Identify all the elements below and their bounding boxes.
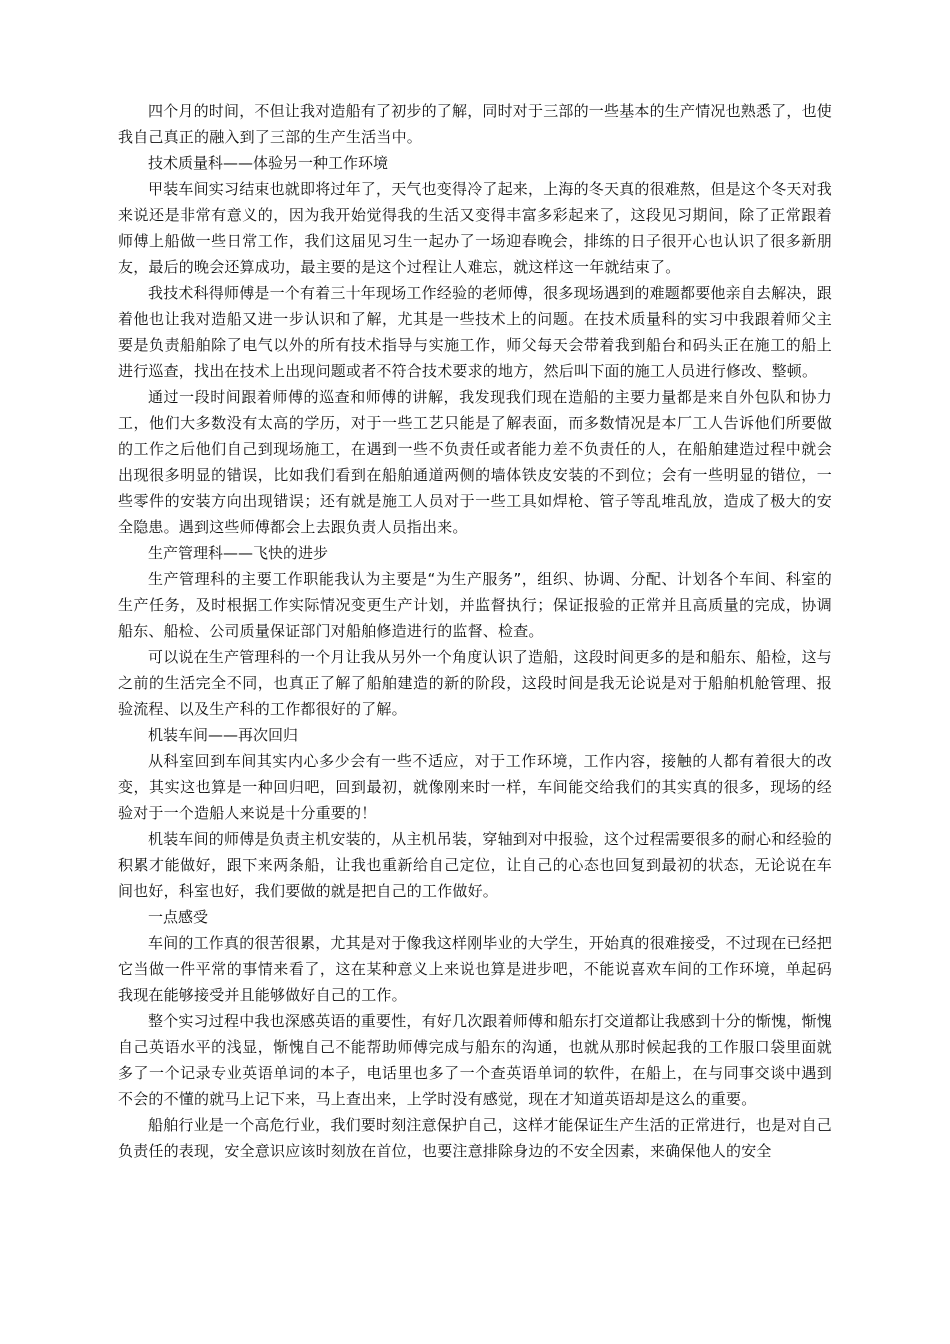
section-heading-feelings: 一点感受 xyxy=(148,908,209,926)
paragraph-8: 机装车间的师傅是负责主机安装的，从主机吊装，穿轴到对中报验，这个过程需要很多的耐心和经验的积累才能做好，跟下来两条船，让我也重新给自己定位，让自己的心态也回复到最初的状态，无论说在车间也好，科室也好，我们要做的就是把自己的工作做好。 xyxy=(118,830,833,900)
paragraph-6: 可以说在生产管理科的一个月让我从另外一个角度认识了造船，这段时间更多的是和船东、船检，这与之前的生活完全不同，也真正了解了船舶建造的新的阶段，这段时间是我无论说是对于船舶机舱管理、报验流程、以及生产科的工作都很好的了解。 xyxy=(118,648,833,718)
paragraph-5: 生产管理科的主要工作职能我认为主要是“为生产服务”，组织、协调、分配、计划各个车间、科室的生产任务，及时根据工作实际情况变更生产计划，并监督执行；保证报验的正常并且高质量的完成，协调船东、船检、公司质量保证部门对船舶修造进行的监督、检查。 xyxy=(118,570,832,640)
paragraph-1: 四个月的时间，不但让我对造船有了初步的了解，同时对于三部的一些基本的生产情况也熟悉了，也使我自己真正的融入到了三部的生产生活当中。 xyxy=(118,102,833,146)
paragraph-2: 甲装车间实习结束也就即将过年了，天气也变得冷了起来，上海的冬天真的很难熬，但是这个冬天对我来说还是非常有意义的，因为我开始觉得我的生活又变得丰富多彩起来了，这段见习期间，除了正常跟着师傅上船做一些日常工作，我们这届见习生一起办了一场迎春晚会，排练的日子很开心也认识了很多新朋友，最后的晚会还算成功，最主要的是这个过程让人难忘，就这样这一年就结束了。 xyxy=(118,180,833,276)
paragraph-7: 从科室回到车间其实内心多少会有一些不适应，对于工作环境，工作内容，接触的人都有着很大的改变，其实这也算是一种回归吧，回到最初，就像刚来时一样，车间能交给我们的其实真的很多，现场的经验对于一个造船人来说是十分重要的！ xyxy=(118,752,832,822)
paragraph-10: 整个实习过程中我也深感英语的重要性，有好几次跟着师傅和船东打交道都让我感到十分的惭愧，惭愧自己英语水平的浅显，惭愧自己不能帮助师傅完成与船东的沟通，也就从那时候起我的工作服口袋里面就多了一个记录专业英语单词的本子，电话里也多了一个查英语单词的软件，在船上，在与同事交谈中遇到不会的不懂的就马上记下来，马上查出来，上学时没有感觉，现在才知道英语却是这么的重要。 xyxy=(118,1012,833,1108)
section-heading-production: 生产管理科——飞快的进步 xyxy=(148,544,329,562)
section-heading-machinery: 机装车间——再次回归 xyxy=(148,726,299,744)
section-heading-tech-quality: 技术质量科——体验另一种工作环境 xyxy=(148,154,389,172)
paragraph-4: 通过一段时间跟着师傅的巡查和师傅的讲解，我发现我们现在造船的主要力量都是来自外包队和协力工，他们大多数没有太高的学历，对于一些工艺只能是了解表面，而多数情况是本厂工人告诉他们所要做的工作之后他们自己到现场施工，在遇到一些不负责任或者能力差不负责任的人，在船舶建造过程中就会出现很多明显的错误，比如我们看到在船舶通道两侧的墙体铁皮安装的不到位；会有一些明显的错位，一些零件的安装方向出现错误；还有就是施工人员对于一些工具如焊枪、管子等乱堆乱放，造成了极大的安全隐患。遇到这些师傅都会上去跟负责人员指出来。 xyxy=(118,388,832,536)
paragraph-3: 我技术科得师傅是一个有着三十年现场工作经验的老师傅，很多现场遇到的难题都要他亲自去解决，跟着他也让我对造船又进一步认识和了解，尤其是一些技术上的问题。在技术质量科的实习中我跟着师父主要是负责船舶除了电气以外的所有技术指导与实施工作，师父每天会带着我到船台和码头正在施工的船上进行巡查，找出在技术上出现问题或者不符合技术要求的地方，然后叫下面的施工人员进行修改、整顿。 xyxy=(118,284,833,380)
paragraph-11: 船舶行业是一个高危行业，我们要时刻注意保护自己，这样才能保证生产生活的正常进行，也是对自己负责任的表现，安全意识应该时刻放在首位，也要注意排除身边的不安全因素，来确保他人的安全 xyxy=(118,1116,833,1160)
document-page xyxy=(118,98,832,1164)
paragraph-9: 车间的工作真的很苦很累，尤其是对于像我这样刚毕业的大学生，开始真的很难接受，不过现在已经把它当做一件平常的事情来看了，这在某种意义上来说也算是进步吧，不能说喜欢车间的工作环境，单起码我现在能够接受并且能够做好自己的工作。 xyxy=(118,934,833,1004)
